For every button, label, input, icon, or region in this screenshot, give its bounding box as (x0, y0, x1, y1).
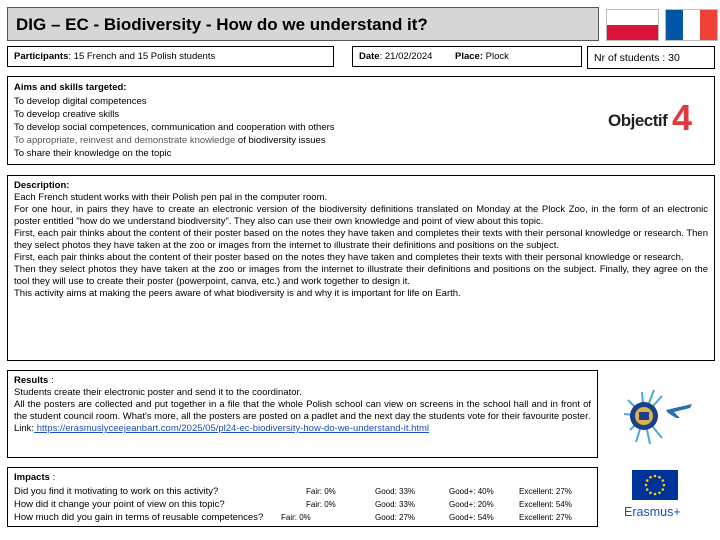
participants-box (7, 46, 334, 67)
erasmus-logo (620, 470, 700, 526)
participants-value: : 15 French and 15 Polish students (68, 51, 216, 62)
impact-excellent-3: Excellent: 27% (519, 513, 572, 522)
objectif-4-logo (606, 99, 701, 139)
results-heading-line (14, 375, 591, 387)
impacts-box (7, 467, 598, 527)
results-box (7, 370, 598, 458)
impact-good-3: Good: 27% (375, 513, 416, 522)
results-heading: Results (14, 375, 49, 386)
results-content (14, 375, 591, 435)
aim-item-4-grey: To appropriate, reinvest and demonstrate knowledge (14, 135, 236, 146)
impacts-heading: Impacts (14, 472, 50, 483)
page-title: DIG – EC - Biodiversity - How do we understand it? (16, 15, 428, 34)
impact-question-2: How did it change your point of view on this topic? (14, 499, 225, 510)
date-place-box (352, 46, 582, 67)
results-paragraph-2: All the posters are collected and put together in a file that the whole Polish school can view on screens in the school hall and in front of the student council room. What's more, all the posters are posted on a padlet and the next day the students vote for their favourite poster. (14, 399, 591, 422)
place-label: Place: (455, 51, 483, 62)
description-paragraph-2: For one hour, in pairs they have to create an electronic version of the biodiversity definitions translated on Monday at the Plock Zoo, in the form of an electronic poster entitled "how do we understand biodiversity". They also can use their own knowledge and point of view about this topic. (14, 204, 708, 227)
description-paragraph-1: Each French student works with their Polish pen pal in the computer room. (14, 192, 328, 203)
date-value: : 21/02/2024 (379, 51, 433, 62)
students-count: Nr of students : 30 (594, 52, 680, 64)
aim-item-5: To share their knowledge on the topic (14, 148, 172, 159)
place-text (455, 51, 509, 62)
impact-excellent-2: Excellent: 54% (519, 500, 572, 509)
results-link-line (14, 423, 591, 435)
impact-fair-3: Fair: 0% (281, 513, 311, 522)
aim-item-3: To develop social competences, communication and cooperation with others (14, 122, 335, 133)
date-label: Date (359, 51, 380, 62)
impact-good-1: Good: 33% (375, 487, 416, 496)
description-paragraph-6: This activity aims at making the peers aware of what biodiversity is and why it is important for life on Earth. (14, 288, 461, 299)
description-box (7, 175, 715, 361)
description-content (14, 180, 708, 300)
impact-goodplus-2: Good+: 20% (449, 500, 494, 509)
poland-flag (606, 9, 659, 41)
title-bar (7, 7, 599, 41)
description-paragraph-5: Then they select photos they have taken at the zoo or images from the internet to illustrate their definitions and positions on the subject. Finally, they agree on the tool they will use to create their poster (powerpoint, canva, etc.) and work together to design it. (14, 264, 708, 287)
impact-goodplus-3: Good+: 54% (449, 513, 494, 522)
participants-label: Participants (14, 51, 69, 62)
erasmus-logo-text: Erasmus+ (624, 505, 681, 519)
aim-item-4 (14, 135, 326, 146)
impact-fair-1: Fair: 0% (306, 487, 336, 496)
impact-question-3: How much did you gain in terms of reusable competences? (14, 512, 264, 523)
impacts-heading-suffix: : (49, 472, 56, 483)
students-box (587, 46, 715, 69)
objectif-logo-number: 4 (672, 97, 693, 138)
description-paragraph-3: First, each pair thinks about the content of their poster based on the notes they have taken and completes their texts with their personal knowledge or research. Then they select photos they have taken at the zoo or images from the internet to illustrate their definitions and positions on the subject. (14, 228, 708, 251)
description-paragraph-4: First, each pair thinks about the content of their poster based on the notes they have taken and completes their texts with their personal knowledge or research. (14, 252, 684, 263)
aim-item-4-rest: of biodiversity issues (235, 135, 326, 146)
description-heading: Description: (14, 180, 70, 191)
results-heading-suffix: : (48, 375, 54, 386)
objectif-logo-text: Objectif (608, 111, 668, 130)
date-text (359, 51, 432, 62)
impact-excellent-1: Excellent: 27% (519, 487, 572, 496)
project-emblem-icon (614, 380, 698, 452)
aims-heading: Aims and skills targeted: (14, 82, 127, 93)
results-link[interactable]: https://erasmuslyceejeanbart.com/2025/05/pl24-ec-biodiversity-how-do-we-understand-it.html (34, 423, 430, 434)
impact-goodplus-1: Good+: 40% (449, 487, 494, 496)
aim-item-2: To develop creative skills (14, 109, 120, 120)
eu-flag-icon (632, 470, 678, 500)
aim-item-1: To develop digital competences (14, 96, 147, 107)
results-link-label: Link: (14, 423, 35, 434)
participants-text (14, 51, 215, 62)
france-flag (665, 9, 718, 41)
impacts-heading-line (14, 472, 55, 483)
results-paragraph-1: Students create their electronic poster and send it to the coordinator. (14, 387, 302, 398)
impact-good-2: Good: 33% (375, 500, 416, 509)
impact-fair-2: Fair: 0% (306, 500, 336, 509)
aims-box (7, 76, 715, 165)
place-value: Plock (483, 51, 509, 62)
impact-question-1: Did you find it motivating to work on this activity? (14, 486, 219, 497)
